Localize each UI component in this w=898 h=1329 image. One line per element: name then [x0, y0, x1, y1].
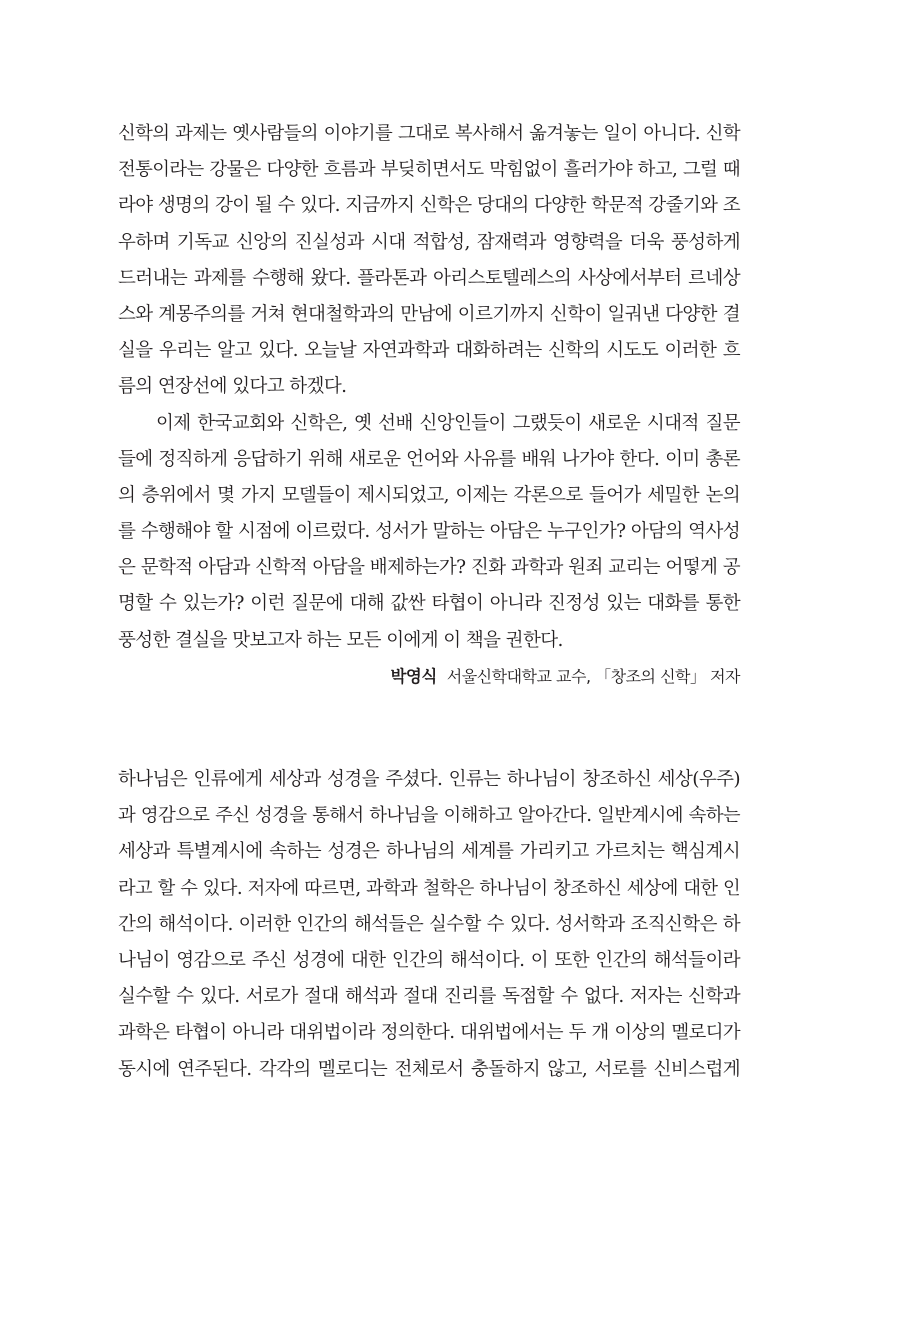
text-line: 라고 할 수 있다. 저자에 따르면, 과학과 철학은 하나님이 창조하신 세상에 대한 인	[118, 877, 740, 899]
text-line: 우하며 기독교 신앙의 진실성과 시대 적합성, 잠재력과 영향력을 더욱 풍성하게	[118, 231, 740, 253]
review-paragraph-1	[118, 116, 740, 406]
text-line: 실수할 수 있다. 서로가 절대 해석과 절대 진리를 독점할 수 없다. 저자는 신학과	[118, 986, 740, 1008]
text-line: 를 수행해야 할 시점에 이르렀다. 성서가 말하는 아담은 누구인가? 아담의 역사성	[118, 521, 740, 543]
text-line: 풍성한 결실을 맛보고자 하는 모든 이에게 이 책을 권한다.	[118, 629, 563, 651]
text-line: 세상과 특별계시에 속하는 성경은 하나님의 세계를 가리키고 가르치는 핵심계시	[118, 841, 740, 863]
review-block	[118, 116, 740, 687]
text-line: 실을 우리는 알고 있다. 오늘날 자연과학과 대화하려는 신학의 시도도 이러한 흐	[118, 340, 740, 362]
text-line: 은 문학적 아담과 신학적 아담을 배제하는가? 진화 과학과 원죄 교리는 어떻게 공	[118, 557, 740, 579]
text-line: 스와 계몽주의를 거쳐 현대철학과의 만남에 이르기까지 신학이 일궈낸 다양한 결	[118, 303, 740, 325]
text-line: 름의 연장선에 있다고 하겠다.	[118, 376, 347, 398]
reviewer-name: 박영식	[390, 666, 437, 686]
text-line: 나님이 영감으로 주신 성경에 대한 인간의 해석이다. 이 또한 인간의 해석들이라	[118, 949, 740, 971]
text-line: 명할 수 있는가? 이런 질문에 대해 값싼 타협이 아니라 진정성 있는 대화를 통한	[118, 593, 740, 615]
text-line: 드러내는 과제를 수행해 왔다. 플라톤과 아리스토텔레스의 사상에서부터 르네상	[118, 267, 740, 289]
text-line: 들에 정직하게 응답하기 위해 새로운 언어와 사유를 배워 나가야 한다. 이미 총론	[118, 448, 740, 470]
reviewer-description: 서울신학대학교 교수, 「창조의 신학」 저자	[446, 666, 740, 686]
text-line: 라야 생명의 강이 될 수 있다. 지금까지 신학은 당대의 다양한 학문적 강줄기와 조	[118, 195, 740, 217]
text-line: 간의 해석이다. 이러한 인간의 해석들은 실수할 수 있다. 성서학과 조직신학은 하	[118, 913, 740, 935]
review-signature	[118, 663, 740, 687]
text-line: 의 층위에서 몇 가지 모델들이 제시되었고, 이제는 각론으로 들어가 세밀한 논의	[118, 484, 740, 506]
text-line: 이제 한국교회와 신학은, 옛 선배 신앙인들이 그랬듯이 새로운 시대적 질문	[156, 412, 740, 434]
text-line: 신학의 과제는 옛사람들의 이야기를 그대로 복사해서 옮겨놓는 일이 아니다. 신학	[118, 123, 740, 144]
review-paragraph-2	[118, 406, 740, 659]
text-line: 하나님은 인류에게 세상과 성경을 주셨다. 인류는 하나님이 창조하신 세상(우주)	[118, 769, 740, 790]
review-block-2	[118, 762, 740, 1088]
text-line: 동시에 연주된다. 각각의 멜로디는 전체로서 충돌하지 않고, 서로를 신비스럽게	[118, 1058, 740, 1080]
text-line: 과 영감으로 주신 성경을 통해서 하나님을 이해하고 알아간다. 일반계시에 속하는	[118, 805, 740, 827]
text-line: 과학은 타협이 아니라 대위법이라 정의한다. 대위법에서는 두 개 이상의 멜로디가	[118, 1022, 740, 1044]
text-line: 전통이라는 강물은 다양한 흐름과 부딪히면서도 막힘없이 흘러가야 하고, 그럴 때	[118, 159, 740, 181]
